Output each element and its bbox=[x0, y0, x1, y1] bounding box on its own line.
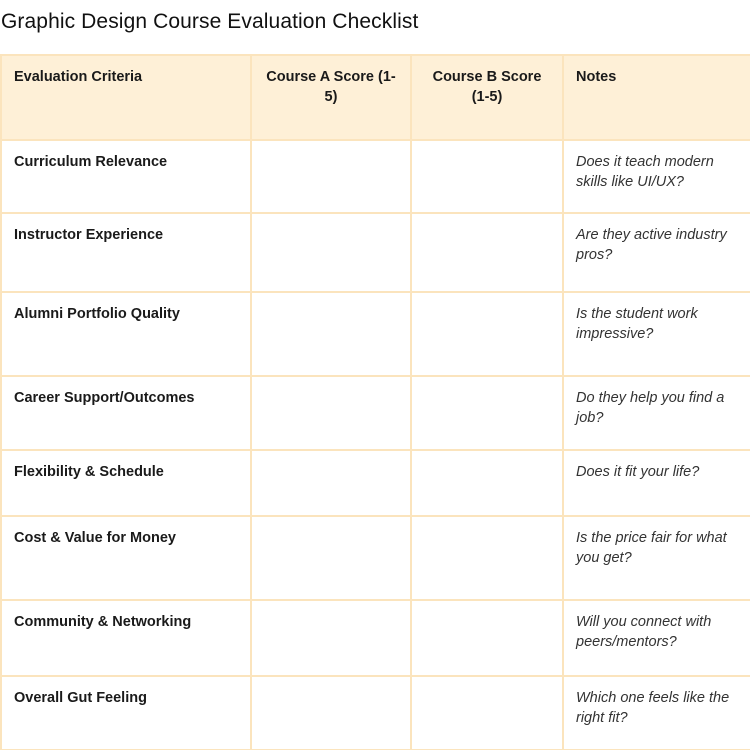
criterion-cell: Career Support/Outcomes bbox=[1, 376, 251, 450]
course-a-score-cell[interactable] bbox=[251, 450, 411, 516]
course-a-score-cell[interactable] bbox=[251, 292, 411, 376]
criterion-cell: Flexibility & Schedule bbox=[1, 450, 251, 516]
course-b-score-cell[interactable] bbox=[411, 450, 563, 516]
table-row bbox=[1, 140, 750, 213]
header-evaluation-criteria: Evaluation Criteria bbox=[1, 55, 251, 140]
course-a-score-cell[interactable] bbox=[251, 600, 411, 676]
course-a-score-cell[interactable] bbox=[251, 213, 411, 292]
table-header bbox=[1, 55, 750, 140]
criterion-cell: Overall Gut Feeling bbox=[1, 676, 251, 750]
table-body bbox=[1, 140, 750, 750]
course-a-score-cell[interactable] bbox=[251, 140, 411, 213]
note-cell: Do they help you find a job? bbox=[563, 376, 750, 450]
header-notes: Notes bbox=[563, 55, 750, 140]
page-title: Graphic Design Course Evaluation Checklist bbox=[1, 10, 419, 33]
course-a-score-cell[interactable] bbox=[251, 516, 411, 600]
course-b-score-cell[interactable] bbox=[411, 676, 563, 750]
note-cell: Does it teach modern skills like UI/UX? bbox=[563, 140, 750, 213]
table-row bbox=[1, 600, 750, 676]
criterion-cell: Curriculum Relevance bbox=[1, 140, 251, 213]
header-course-b-score: Course B Score (1-5) bbox=[411, 55, 563, 140]
note-cell: Does it fit your life? bbox=[563, 450, 750, 516]
table-row bbox=[1, 213, 750, 292]
course-a-score-cell[interactable] bbox=[251, 676, 411, 750]
table-row bbox=[1, 450, 750, 516]
course-b-score-cell[interactable] bbox=[411, 600, 563, 676]
note-cell: Which one feels like the right fit? bbox=[563, 676, 750, 750]
header-row bbox=[1, 55, 750, 140]
note-cell: Is the price fair for what you get? bbox=[563, 516, 750, 600]
note-cell: Will you connect with peers/mentors? bbox=[563, 600, 750, 676]
criterion-cell: Cost & Value for Money bbox=[1, 516, 251, 600]
evaluation-table bbox=[0, 54, 750, 750]
course-b-score-cell[interactable] bbox=[411, 140, 563, 213]
course-b-score-cell[interactable] bbox=[411, 376, 563, 450]
table-row bbox=[1, 516, 750, 600]
criterion-cell: Instructor Experience bbox=[1, 213, 251, 292]
note-cell: Is the student work impressive? bbox=[563, 292, 750, 376]
criterion-cell: Community & Networking bbox=[1, 600, 251, 676]
course-b-score-cell[interactable] bbox=[411, 516, 563, 600]
table-row bbox=[1, 676, 750, 750]
table-row bbox=[1, 376, 750, 450]
table-row bbox=[1, 292, 750, 376]
header-course-a-score: Course A Score (1-5) bbox=[251, 55, 411, 140]
course-b-score-cell[interactable] bbox=[411, 292, 563, 376]
criterion-cell: Alumni Portfolio Quality bbox=[1, 292, 251, 376]
course-b-score-cell[interactable] bbox=[411, 213, 563, 292]
course-a-score-cell[interactable] bbox=[251, 376, 411, 450]
note-cell: Are they active industry pros? bbox=[563, 213, 750, 292]
